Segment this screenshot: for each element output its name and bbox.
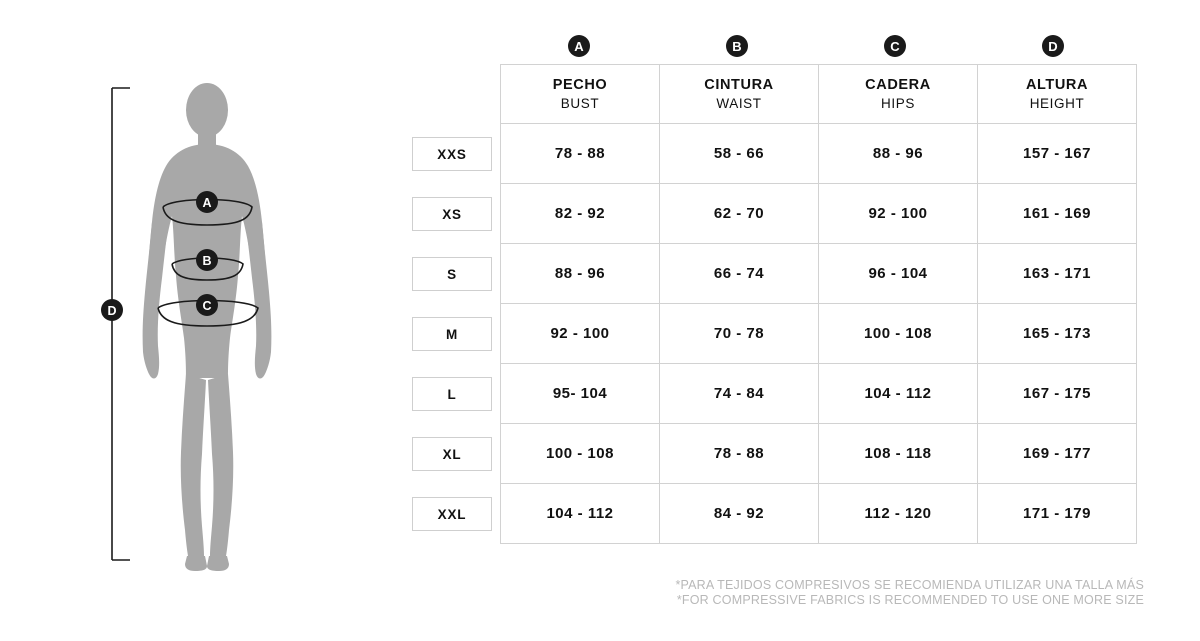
cell-bust: 88 - 96 [500, 244, 660, 304]
column-marker-c [816, 28, 974, 64]
table-row [404, 424, 1184, 484]
footnote-es: *PARA TEJIDOS COMPRESIVOS SE RECOMIENDA UTILIZAR UNA TALLA MÁS [675, 578, 1144, 592]
size-badge: XXS [412, 137, 492, 171]
size-badge: M [412, 317, 492, 351]
cell-waist: 78 - 88 [660, 424, 819, 484]
size-label-cell [404, 124, 500, 184]
column-header-hips-en: HIPS [881, 96, 915, 111]
badge-c-icon: C [884, 35, 906, 57]
footnote-en: *FOR COMPRESSIVE FABRICS IS RECOMMENDED TO USE ONE MORE SIZE [676, 593, 1144, 607]
size-table [404, 28, 1184, 544]
table-row [404, 484, 1184, 544]
cell-bust: 104 - 112 [500, 484, 660, 544]
svg-text:D: D [107, 304, 117, 318]
column-header-waist-es: CINTURA [704, 77, 774, 93]
cell-waist: 84 - 92 [660, 484, 819, 544]
female-body-silhouette [90, 70, 320, 580]
size-badge: S [412, 257, 492, 291]
size-label-cell [404, 184, 500, 244]
silhouette-shape [143, 83, 272, 571]
table-row [404, 364, 1184, 424]
cell-height: 161 - 169 [978, 184, 1137, 244]
cell-waist: 66 - 74 [660, 244, 819, 304]
cell-bust: 95- 104 [500, 364, 660, 424]
cell-waist: 70 - 78 [660, 304, 819, 364]
size-label-cell [404, 484, 500, 544]
column-marker-b [658, 28, 816, 64]
figure-marker-d [101, 299, 123, 321]
column-header-height-en: HEIGHT [1029, 96, 1085, 111]
column-header-bust-es: PECHO [552, 77, 608, 93]
table-row [404, 244, 1184, 304]
column-header-waist [660, 64, 819, 124]
cell-hips: 100 - 108 [819, 304, 978, 364]
table-row [404, 184, 1184, 244]
column-header-waist-en: WAIST [716, 96, 762, 111]
cell-waist: 74 - 84 [660, 364, 819, 424]
badge-d-icon: D [1042, 35, 1064, 57]
cell-hips: 92 - 100 [819, 184, 978, 244]
cell-height: 169 - 177 [978, 424, 1137, 484]
cell-hips: 88 - 96 [819, 124, 978, 184]
size-badge: XS [412, 197, 492, 231]
column-marker-a [500, 28, 658, 64]
cell-bust: 92 - 100 [500, 304, 660, 364]
body-figure-panel [0, 0, 400, 641]
cell-hips: 112 - 120 [819, 484, 978, 544]
figure-marker-b [196, 249, 218, 271]
badge-a-icon: A [568, 35, 590, 57]
column-header-height [978, 64, 1137, 124]
cell-height: 163 - 171 [978, 244, 1137, 304]
size-label-cell [404, 364, 500, 424]
cell-bust: 100 - 108 [500, 424, 660, 484]
badge-b-icon: B [726, 35, 748, 57]
size-label-cell [404, 244, 500, 304]
cell-hips: 96 - 104 [819, 244, 978, 304]
cell-waist: 58 - 66 [660, 124, 819, 184]
height-bracket [112, 88, 130, 560]
size-badge: XL [412, 437, 492, 471]
table-header-row [500, 64, 1184, 124]
figure-marker-a [196, 191, 218, 213]
size-badge: XXL [412, 497, 492, 531]
column-marker-d [974, 28, 1132, 64]
cell-height: 167 - 175 [978, 364, 1137, 424]
cell-hips: 108 - 118 [819, 424, 978, 484]
size-label-cell [404, 424, 500, 484]
cell-waist: 62 - 70 [660, 184, 819, 244]
cell-height: 157 - 167 [978, 124, 1137, 184]
svg-text:B: B [202, 254, 212, 268]
size-badge: L [412, 377, 492, 411]
size-label-cell [404, 304, 500, 364]
column-marker-row [500, 28, 1184, 64]
cell-bust: 78 - 88 [500, 124, 660, 184]
column-header-bust [500, 64, 660, 124]
svg-text:C: C [202, 299, 212, 313]
column-header-hips [819, 64, 978, 124]
svg-text:A: A [202, 196, 212, 210]
cell-height: 171 - 179 [978, 484, 1137, 544]
figure-marker-c [196, 294, 218, 316]
column-header-height-es: ALTURA [1025, 77, 1089, 93]
cell-height: 165 - 173 [978, 304, 1137, 364]
column-header-bust-en: BUST [560, 96, 600, 111]
column-header-hips-es: CADERA [865, 77, 931, 93]
table-row [404, 124, 1184, 184]
cell-hips: 104 - 112 [819, 364, 978, 424]
cell-bust: 82 - 92 [500, 184, 660, 244]
table-row [404, 304, 1184, 364]
footnotes [404, 578, 1144, 608]
